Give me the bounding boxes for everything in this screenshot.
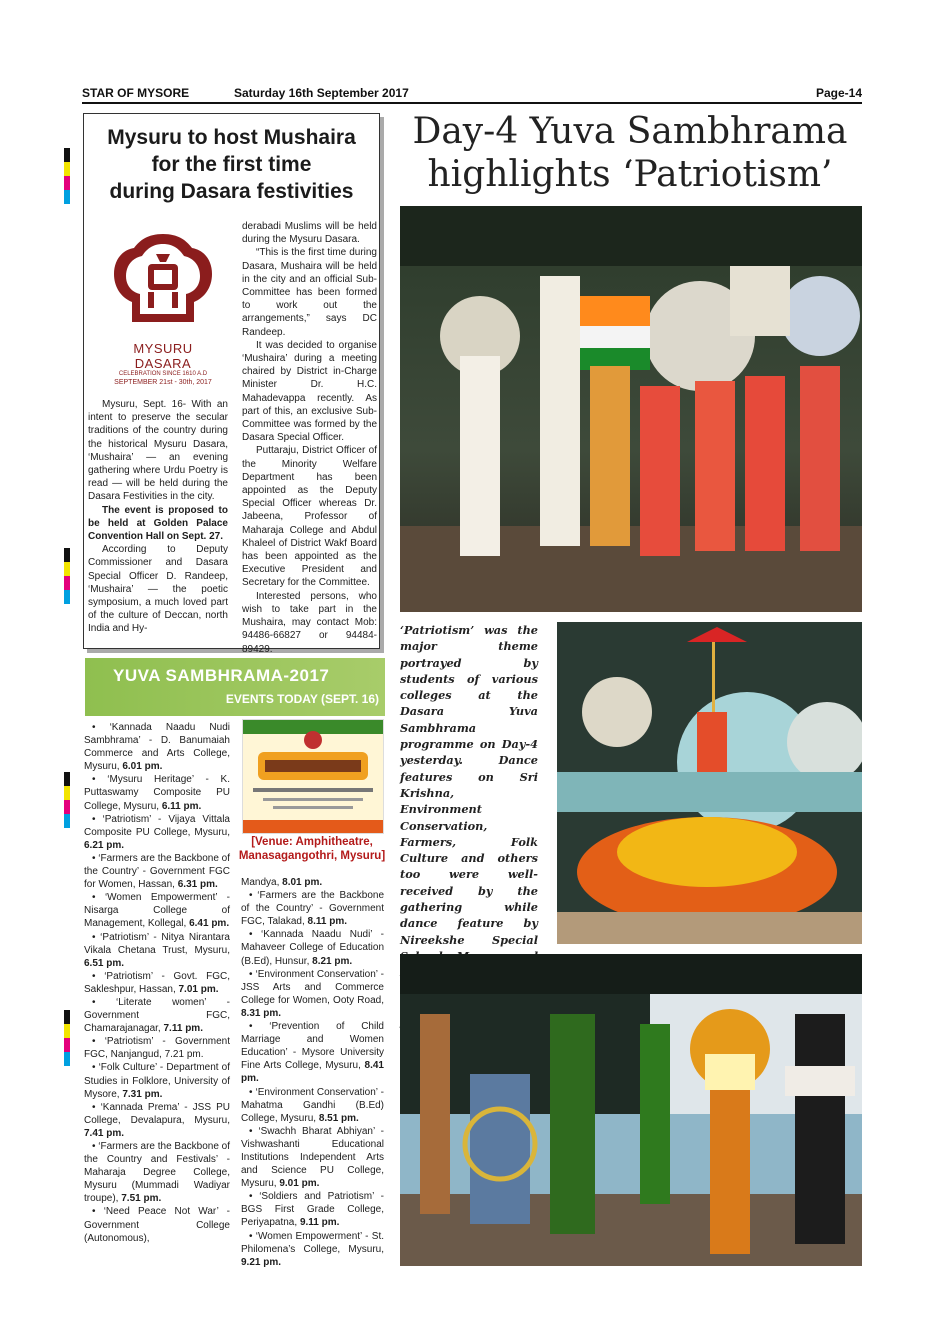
yuva-photo-caption: ‘Patriotism’ was the major theme portrayed by students of various colleges at the Dasara Yuva Sambhrama programme on Day-4 yesterday. Dance features on Sri Krishna, Environment Conservation, Farmers, Folk Culture and others too were well-received by the gathering while dance feature by Nireekshe Special [400,623,538,947]
dasara-elephant-emblem-icon [108,230,218,330]
photo-patriotism-dance [400,206,862,612]
event-time: 7.01 pm. [178,983,219,995]
event-time: 9.11 pm. [299,1217,340,1229]
event-item: • ‘Patriotism’ - Nitya Nirantara Vikala Chetana Trust, Mysuru, 6.51 pm. [84,931,230,969]
event-time: 8.51 pm. [318,1112,359,1124]
event-time: 6.21 pm. [84,839,125,851]
event-time: 8.41 pm. [241,1060,384,1085]
event-item: • ‘Folk Culture’ - Department of Studies in Folklore, University of Mysore, 7.31 pm. [84,1062,230,1100]
event-item: • ‘Patriotism’ - Vijaya Vittala Composite PU College, Mysuru, 6.21 pm. [84,813,230,851]
event-item: • ‘Women Empowerment’ - Nisarga College of Management, Kollegal, 6.41 pm. [84,892,230,930]
event-item: • ‘Mysuru Heritage’ - K. Puttaswamy Composite PU College, Mysuru, 6.11 pm. [84,774,230,812]
event-item: • ‘Kannada Naadu Nudi Sambhrama’ - D. Banumaiah Commerce and Arts College, Mysuru, 6.01 pm. [84,722,230,773]
masthead [82,86,862,102]
event-time: 7.31 pm. [122,1088,163,1100]
event-time: 9.21 pm. [241,1256,282,1268]
logo-tagline: CELEBRATION SINCE 1610 A.D [118,371,208,377]
events-list-left [84,721,230,1245]
mushaira-para-6: It was decided to organise ‘Mushaira’ during a meeting chaired by District in-Charge Minister Dr. H.C. Mahadevappa recently. As part of this, an exclusive Sub-Committee was formed by the Dasara Special Officer. [242,339,377,444]
banner-title: YUVA SAMBHRAMA-2017 [113,666,330,685]
event-item: • ‘Soldiers and Patriotism’ - BGS First Grade College, Periyapatna, 9.11 pm. [241,1191,384,1229]
mushaira-headline: Mysuru to host Mushaira for the first time during Dasara festivities [107,126,356,203]
photo-sri-krishna-dance [557,622,862,944]
event-time: 9.01 pm. [279,1178,320,1190]
logo-name: MYSURU DASARA [133,341,193,371]
paper-name: STAR OF MYSORE [82,86,190,100]
event-item: • ‘Environment Conservation’ - Mahatma Gandhi (B.Ed) College, Mysuru, 8.51 pm. [241,1086,384,1124]
mushaira-para-4: derabadi Muslims will be held during the Mysuru Dasara. [242,221,377,246]
event-item: • ‘Patriotism’ - Government FGC, Nanjangud, 7.21 pm. [84,1036,230,1061]
event-time: 6.31 pm. [177,879,218,891]
registration-marks-lower [64,772,70,828]
event-item: • ‘Literate women’ - Government FGC, Chamarajanagar, 7.11 pm. [84,996,230,1035]
event-item: • ‘Prevention of Child Marriage and Women Education’ - Mysore University Fine Arts College, Mysuru, 8.41 pm. [241,1021,384,1085]
event-item: • ‘Need Peace Not War’ - Government College (Autonomous), [84,1206,230,1244]
event-time: 7.51 pm. [121,1193,162,1205]
event-item: • ‘Patriotism’ - Govt. FGC, Sakleshpur, Hassan, 7.01 pm. [84,970,230,995]
mushaira-column-1 [88,398,228,636]
event-item: • ‘Swachh Bharat Abhiyan’ - Vishwashanti Educational Institutions Independent Arts and Science PU College, Mysuru, 9.01 pm. [241,1125,384,1190]
yuva-sambhrama-poster [242,719,384,834]
event-item: • ‘Farmers are the Backbone of the Country’ - Government FGC for Women, Hassan, 6.31 pm. [84,852,231,891]
mushaira-para-5: “This is the first time during Dasara, Mushaira will be held in the city and an official Sub-Committee has been formed to work out the arrangements,” says DC Randeep. [242,247,377,338]
event-time: 8.31 pm. [241,1007,282,1019]
event-item: • ‘Kannada Naadu Nudi’ - Mahaveer College of Education (B.Ed), Hunsur, 8.21 pm. [241,929,384,967]
event-item: • ‘Women Empowerment’ - St. Philomena’s College, Mysuru, 9.21 pm. [241,1230,384,1268]
event-time: 8.11 pm. [307,916,347,928]
mysuru-dasara-logo [108,230,218,386]
banner-subtitle: EVENTS TODAY (SEPT. 16) [225,692,379,706]
registration-marks-bottom [64,1010,70,1066]
registration-marks-top [64,148,70,204]
event-time: 7.11 pm. [163,1023,203,1035]
issue-date: Saturday 16th September 2017 [234,86,409,100]
event-item: • ‘Environment Conservation’ - JSS Arts and Commerce College for Women, Ooty Road, 8.31 pm. [241,968,384,1019]
events-list-right [241,876,384,1269]
event-time: 6.01 pm. [122,761,163,773]
event-item: Mandya, 8.01 pm. [241,877,323,888]
event-time: 8.21 pm. [312,955,353,967]
mushaira-para-2: The event is proposed to be held at Golden Palace Convention Hall on Sept. 27. [88,504,228,543]
mushaira-para-7: Puttaraju, District Officer of the Minority Welfare Department has been appointed as the Deputy Special Officer whereas Dr. Jabeena, Professor of Maharaja College and Abdul Khaleel of District Wakf Board has been appointed as the Executive President and Secretary for the Committee. [242,445,377,589]
event-item: • ‘Farmers are the Backbone of the Country and Festivals’ - Maharaja Degree College, Mysuru (Mummadi Wadiyar troupe), 7.51 pm. [84,1141,231,1205]
event-time: 7.41 pm. [84,1127,125,1139]
masthead-rule [82,102,862,104]
mushaira-para-1: Mysuru, Sept. 16- With an intent to preserve the secular traditions of the country during the historical Mysuru Dasara, ‘Mushaira’ — an evening gathering where Urdu Poetry is read — will be held during the Dasara Festivities in the city. [88,399,228,503]
logo-dates: SEPTEMBER 21st - 30th, 2017 [114,379,212,386]
page-number: Page-14 [815,86,862,100]
photo-environment-conservation [400,954,862,1266]
mushaira-column-2 [242,220,377,656]
yuva-headline: Day-4 Yuva Sambhrama highlights ‘Patriotism’ [412,111,848,195]
yuva-events-banner [85,658,385,716]
event-time: 6.11 pm. [161,800,202,812]
event-time: 6.51 pm. [84,957,125,969]
mushaira-para-8: Interested persons, who wish to take part in the Mushaira, may contact Mob: 94486-66827 or 94484-89429. [242,590,377,655]
registration-marks-middle [64,548,70,604]
events-venue: [Venue: Amphitheatre, Manasagangothri, Mysuru] [238,836,386,862]
event-item: • ‘Kannada Prema’ - JSS PU College, Devalapura, Mysuru, 7.41 pm. [84,1101,230,1139]
mushaira-para-3: According to Deputy Commissioner and Dasara Special Officer D. Randeep, ‘Mushaira’ — the poetic symposium, a much loved part of the culture of Deccan, north India and Hy- [88,544,228,635]
event-item: • ‘Farmers are the Backbone of the Country’ - Government FGC, Talakad, 8.11 pm. [241,890,384,928]
event-time: 6.41 pm. [189,918,230,930]
event-time: 8.01 pm. [282,877,323,888]
